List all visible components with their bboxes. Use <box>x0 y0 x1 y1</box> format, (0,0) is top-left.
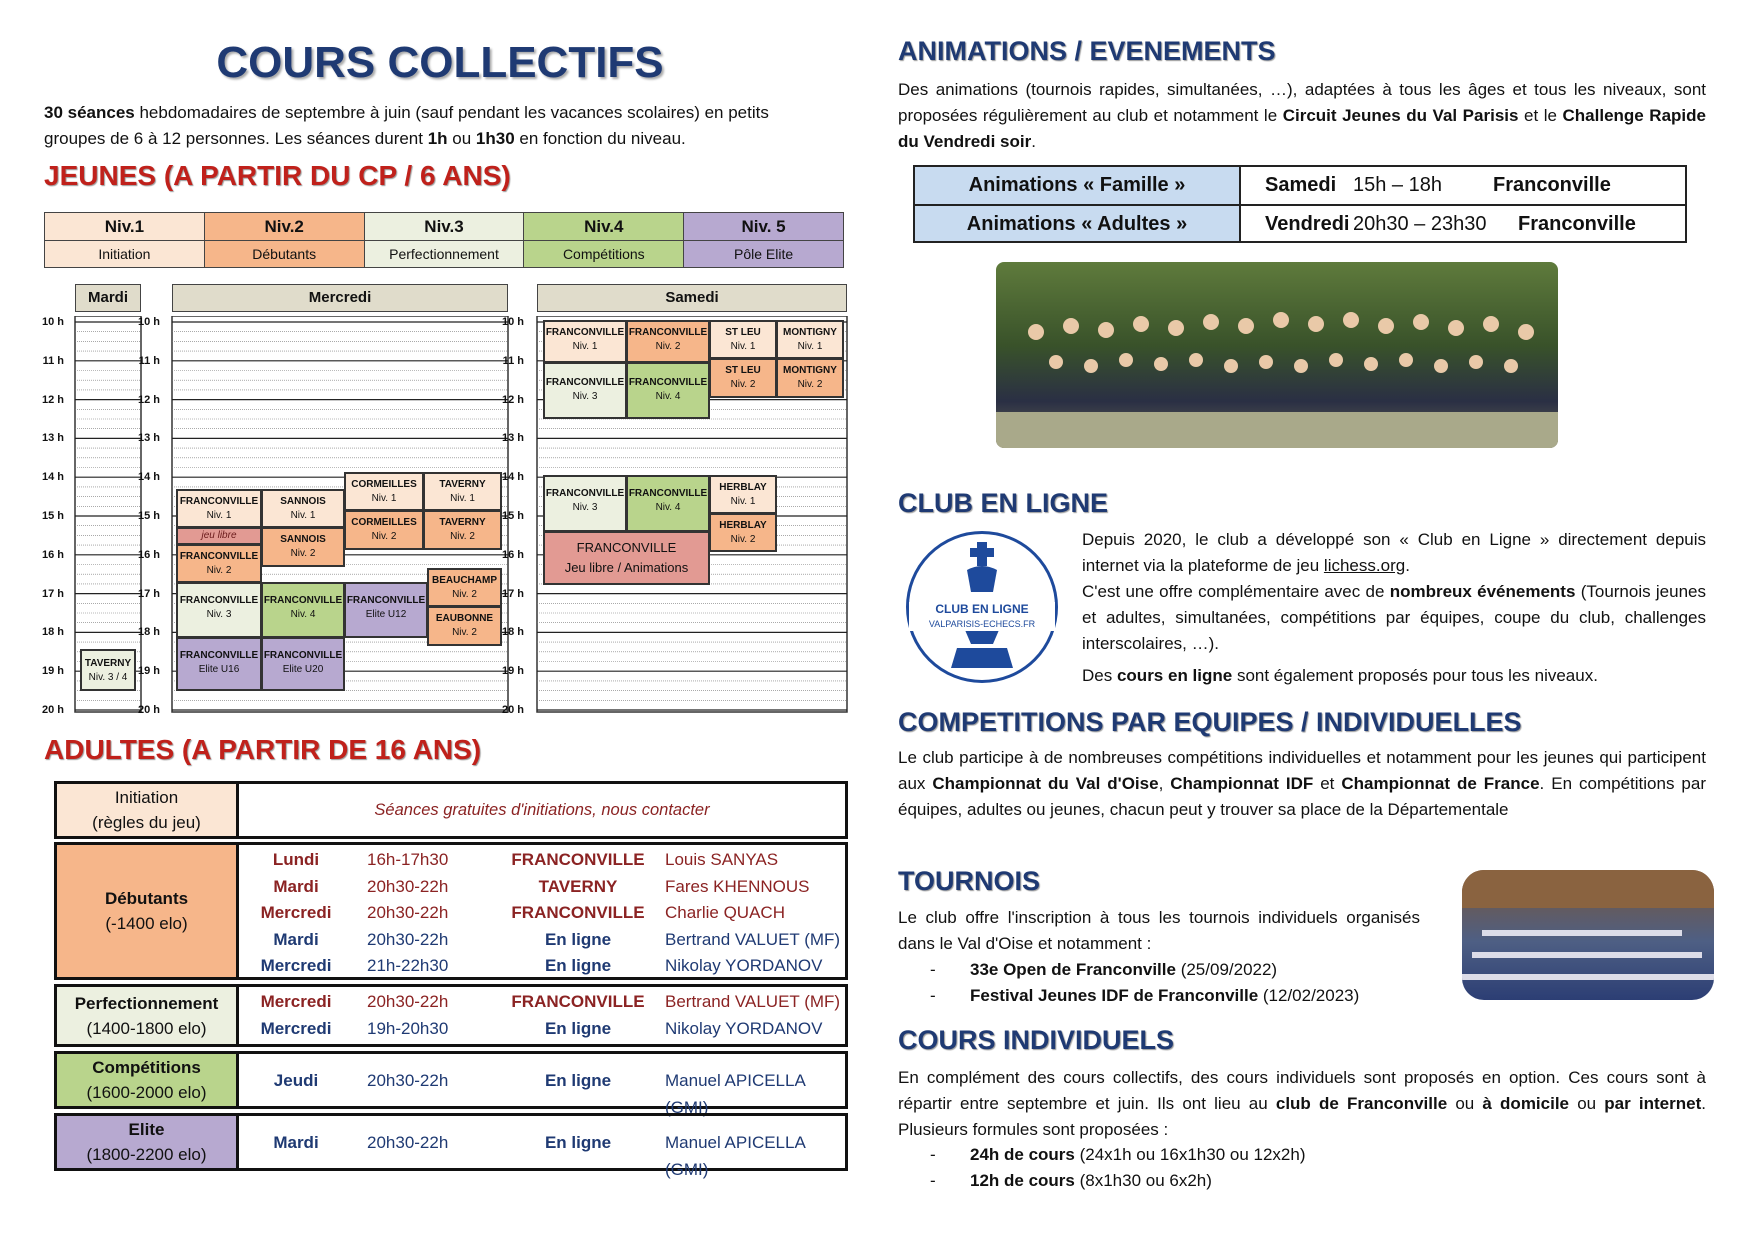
hour-label: 13 h <box>501 432 524 445</box>
block-sa-fr2: FRANCONVILLE Niv. 2 <box>626 320 710 363</box>
adult-row-initiation <box>54 781 848 839</box>
hour-label: 18 h <box>137 626 160 639</box>
tournament-photo <box>1462 870 1714 1000</box>
club-en-ligne-logo <box>906 531 1058 683</box>
level-4: Niv.4 Compétitions <box>524 213 684 267</box>
hour-label: 16 h <box>41 548 64 561</box>
adult-label-initiation: Initiation (règles du jeu) <box>57 784 239 836</box>
page-title: COURS COLLECTIFS <box>216 38 664 87</box>
adult-label-debutants: Débutants (-1400 elo) <box>57 845 239 977</box>
tournois-list <box>930 957 1450 1009</box>
hour-label: 18 h <box>501 626 524 639</box>
block-me-sannois2: SANNOIS Niv. 2 <box>261 527 345 567</box>
block-sa-fr3b: FRANCONVILLE Niv. 3 <box>543 475 627 532</box>
session-day: Mardi <box>273 929 319 949</box>
block-sa-fr3: FRANCONVILLE Niv. 3 <box>543 362 627 419</box>
session-row <box>239 989 845 1016</box>
hour-label: 12 h <box>501 393 524 406</box>
session-time: 21h-22h30 <box>367 956 449 975</box>
session-time: 20h30-22h <box>367 1133 449 1152</box>
block-sa-fr4: FRANCONVILLE Niv. 4 <box>626 362 710 419</box>
youth-schedule <box>0 284 860 714</box>
hour-label: 20 h <box>137 704 160 716</box>
hour-label: 17 h <box>41 587 64 600</box>
session-place: En ligne <box>544 1071 612 1090</box>
block-me-jeu-libre: jeu libre <box>176 527 262 545</box>
block-sa-montigny2: MONTIGNY Niv. 2 <box>776 358 844 398</box>
session-time: 20h30-22h <box>367 929 449 949</box>
block-me-fr4: FRANCONVILLE Niv. 4 <box>261 582 345 638</box>
session-day: Mercredi <box>260 992 332 1011</box>
block-me-fr1: FRANCONVILLE Niv. 1 <box>176 489 262 528</box>
competitions-text: Le club participe à de nombreuses compétitions individuelles et notamment pour les jeunes qui participent aux Championnat du Val d'Oise, Championnat IDF et Championnat de France. En compétitions par équipes, adultes ou jeunes, chacun peut y trouver sa place de la Départementale <box>898 748 1707 819</box>
session-teacher: Manuel APICELLA (GMI) <box>665 1133 805 1179</box>
cours-individuels-list <box>930 1142 1630 1194</box>
block-sa-herblay1: HERBLAY Niv. 1 <box>709 475 777 514</box>
session-place: TAVERNY <box>538 876 618 896</box>
cours-individuels-text: En complément des cours collectifs, des cours individuels sont proposés en option. Ces cours sont à répartir entre septembre et juin. Ils ont lieu au club de Franconville ou à domicile ou par internet. Plusieurs formules sont proposées : <box>898 1068 1706 1139</box>
block-sa-herblay2: HERBLAY Niv. 2 <box>709 513 777 552</box>
block-me-elite-u12: FRANCONVILLE Elite U12 <box>344 582 428 638</box>
group-photo <box>996 262 1558 448</box>
hour-label: 14 h <box>41 471 64 484</box>
session-place: En ligne <box>544 1018 612 1038</box>
hour-label: 13 h <box>41 432 64 445</box>
hour-label: 11 h <box>502 354 524 367</box>
adult-label-competitions: Compétitions (1600-2000 elo) <box>57 1054 239 1106</box>
group-photo-image <box>996 262 1558 448</box>
debutants-sessions <box>239 847 845 980</box>
session-row <box>239 1068 845 1117</box>
adult-row-elite <box>54 1113 848 1179</box>
club-en-ligne-heading: CLUB EN LIGNE <box>898 488 1109 518</box>
session-day: Lundi <box>272 850 320 869</box>
animations-text: Des animations (tournois rapides, simultanées, …), adaptées à tous les âges et tous les niveaux, sont proposées régulièrement au club et notamment le Circuit Jeunes du Val Parisis et le Challenge Rapide du Vendredi soir. <box>898 80 1706 151</box>
hour-label: 11 h <box>42 354 64 367</box>
block-me-cormeilles2: CORMEILLES Niv. 2 <box>344 510 424 550</box>
block-me-cormeilles1: CORMEILLES Niv. 1 <box>344 472 424 511</box>
tournois-text: Le club offre l'inscription à tous les tournois individuels organisés dans le Val d'Oise et notamment : <box>898 908 1420 953</box>
hour-label: 10 h <box>501 316 524 328</box>
hour-label: 10 h <box>137 316 160 328</box>
logo-text: CLUB EN LIGNE VALPARISIS-ECHECS.FR <box>909 602 1055 631</box>
block-me-beauchamp2: BEAUCHAMP Niv. 2 <box>427 568 502 607</box>
levels-table <box>44 212 844 268</box>
elite-sessions <box>239 1130 845 1179</box>
animation-row-adultes: Animations « Adultes » Vendredi 20h30 – 23h30 Franconville <box>915 204 1685 241</box>
hour-label: 14 h <box>137 471 160 484</box>
hour-label: 12 h <box>41 393 64 406</box>
tournois-heading: TOURNOIS <box>898 866 1041 896</box>
block-me-taverny1: TAVERNY Niv. 1 <box>423 472 502 511</box>
block-me-taverny2: TAVERNY Niv. 2 <box>423 510 502 550</box>
session-row <box>239 900 845 927</box>
hour-label: 15 h <box>137 510 160 522</box>
hour-label: 19 h <box>41 665 64 678</box>
hour-label: 19 h <box>137 665 160 678</box>
session-row <box>239 1130 845 1179</box>
session-row <box>239 953 845 980</box>
adult-row-competitions <box>54 1051 848 1117</box>
hour-label: 13 h <box>137 432 160 445</box>
session-teacher: Bertrand VALUET (MF) <box>665 992 841 1011</box>
cours-individuels-heading: COURS INDIVIDUELS <box>898 1025 1175 1055</box>
block-me-elite-u16: FRANCONVILLE Elite U16 <box>176 637 262 691</box>
animation-row-famille: Animations « Famille » Samedi 15h – 18h Franconville <box>915 167 1685 204</box>
session-day: Mardi <box>273 876 319 896</box>
session-teacher: Louis SANYAS <box>665 850 779 869</box>
session-time: 16h-17h30 <box>367 850 449 869</box>
level-2: Niv.2 Débutants <box>205 213 365 267</box>
hour-label: 18 h <box>41 626 64 639</box>
formule-item: - 24h de cours (24x1h ou 16x1h30 ou 12x2h) <box>930 1145 1306 1164</box>
session-place: En ligne <box>544 956 612 975</box>
block-me-fr3: FRANCONVILLE Niv. 3 <box>176 582 262 638</box>
adultes-heading: ADULTES (A PARTIR DE 16 ANS) <box>44 734 482 765</box>
hour-label: 15 h <box>41 510 64 522</box>
hour-label: 17 h <box>137 587 160 600</box>
block-sa-jeu-libre: FRANCONVILLE Jeu libre / Animations <box>543 531 710 585</box>
day-header-samedi: Samedi <box>537 284 847 312</box>
hour-label: 20 h <box>501 704 524 716</box>
hour-label: 16 h <box>137 548 160 561</box>
club-en-ligne-text: Depuis 2020, le club a développé son « Club en Ligne » directement depuis internet via la plateforme de jeu lichess.org. C'est une offre complémentaire avec de nombreux événements (Tournois jeunes et adultes, simultanées, compétitions par équipes, coupe du club, challenges interscolaires, …). <box>1082 530 1706 653</box>
hour-label: 12 h <box>137 393 160 406</box>
session-teacher: Nikolay YORDANOV <box>665 1018 823 1038</box>
hour-label: 10 h <box>41 316 64 328</box>
session-place: FRANCONVILLE <box>511 992 645 1011</box>
session-time: 20h30-22h <box>367 1071 449 1090</box>
initiation-note: Séances gratuites d'initiations, nous contacter <box>374 800 710 819</box>
session-day: Mercredi <box>260 956 332 975</box>
session-time: 20h30-22h <box>367 876 449 896</box>
animations-table <box>913 165 1687 243</box>
hour-label: 15 h <box>501 510 524 522</box>
intro-paragraph: 30 séances hebdomadaires de septembre à juin (sauf pendant les vacances scolaires) en petits groupes de 6 à 12 personnes. Les séances durent 1h ou 1h30 en fonction du niveau. <box>44 103 769 148</box>
session-day: Mardi <box>273 1133 319 1152</box>
session-place: FRANCONVILLE <box>511 850 645 869</box>
competitions-sessions <box>239 1068 845 1117</box>
block-me-eaubonne2: EAUBONNE Niv. 2 <box>427 606 502 646</box>
session-teacher: Charlie QUACH <box>665 903 785 922</box>
hour-label: 14 h <box>501 471 524 484</box>
session-time: 20h30-22h <box>367 992 449 1011</box>
level-3: Niv.3 Perfectionnement <box>365 213 525 267</box>
tournoi-item: - Festival Jeunes IDF de Franconville (12/02/2023) <box>930 986 1360 1005</box>
block-sa-fr1: FRANCONVILLE Niv. 1 <box>543 320 627 363</box>
session-day: Mercredi <box>260 1018 332 1038</box>
jeunes-heading: JEUNES (A PARTIR DU CP / 6 ANS) <box>44 160 511 191</box>
block-me-elite-u20: FRANCONVILLE Elite U20 <box>261 637 345 691</box>
session-day: Mercredi <box>260 903 332 922</box>
session-row <box>239 874 845 901</box>
formule-item: - 12h de cours (8x1h30 ou 6x2h) <box>930 1171 1212 1190</box>
session-teacher: Nikolay YORDANOV <box>665 956 823 975</box>
tournoi-item: - 33e Open de Franconville (25/09/2022) <box>930 960 1278 979</box>
session-row <box>239 847 845 874</box>
session-time: 20h30-22h <box>367 903 449 922</box>
hour-label: 17 h <box>501 587 524 600</box>
block-me-fr2: FRANCONVILLE Niv. 2 <box>176 544 262 583</box>
block-sa-montigny1: MONTIGNY Niv. 1 <box>776 320 844 359</box>
hour-label: 19 h <box>501 665 524 678</box>
adult-label-elite: Elite (1800-2200 elo) <box>57 1116 239 1168</box>
club-en-ligne-cours: Des cours en ligne sont également proposés pour tous les niveaux. <box>1082 666 1598 685</box>
session-place: En ligne <box>544 929 612 949</box>
block-sa-stleu1: ST LEU Niv. 1 <box>709 320 777 359</box>
hour-label: 16 h <box>501 548 524 561</box>
adult-row-debutants <box>54 842 848 980</box>
tournament-photo-image <box>1462 870 1714 1000</box>
block-sa-stleu2: ST LEU Niv. 2 <box>709 358 777 398</box>
hour-label: 20 h <box>41 704 64 716</box>
session-day: Jeudi <box>273 1071 319 1090</box>
day-header-mardi: Mardi <box>75 284 141 312</box>
competitions-heading: COMPETITIONS PAR EQUIPES / INDIVIDUELLES <box>898 707 1522 737</box>
session-teacher: Fares KHENNOUS <box>665 876 810 896</box>
session-time: 19h-20h30 <box>367 1018 449 1038</box>
session-teacher: Manuel APICELLA (GMI) <box>665 1071 805 1117</box>
level-1: Niv.1 Initiation <box>45 213 205 267</box>
session-row <box>239 927 845 954</box>
perfectionnement-sessions <box>239 989 845 1042</box>
block-sa-fr4b: FRANCONVILLE Niv. 4 <box>626 475 710 532</box>
level-5: Niv. 5 Pôle Elite <box>684 213 843 267</box>
lichess-link[interactable]: lichess.org <box>1323 556 1406 575</box>
block-ma-taverny: TAVERNY Niv. 3 / 4 <box>80 649 136 691</box>
animations-heading: ANIMATIONS / EVENEMENTS <box>898 36 1276 66</box>
hour-label: 11 h <box>138 354 160 367</box>
day-header-mercredi: Mercredi <box>172 284 508 312</box>
adult-row-perfectionnement <box>54 984 848 1047</box>
adult-label-perfectionnement: Perfectionnement (1400-1800 elo) <box>57 987 239 1044</box>
session-teacher: Bertrand VALUET (MF) <box>665 929 841 949</box>
session-place: FRANCONVILLE <box>511 903 645 922</box>
session-row <box>239 1016 845 1043</box>
block-me-sannois1: SANNOIS Niv. 1 <box>261 489 345 528</box>
session-place: En ligne <box>544 1133 612 1152</box>
